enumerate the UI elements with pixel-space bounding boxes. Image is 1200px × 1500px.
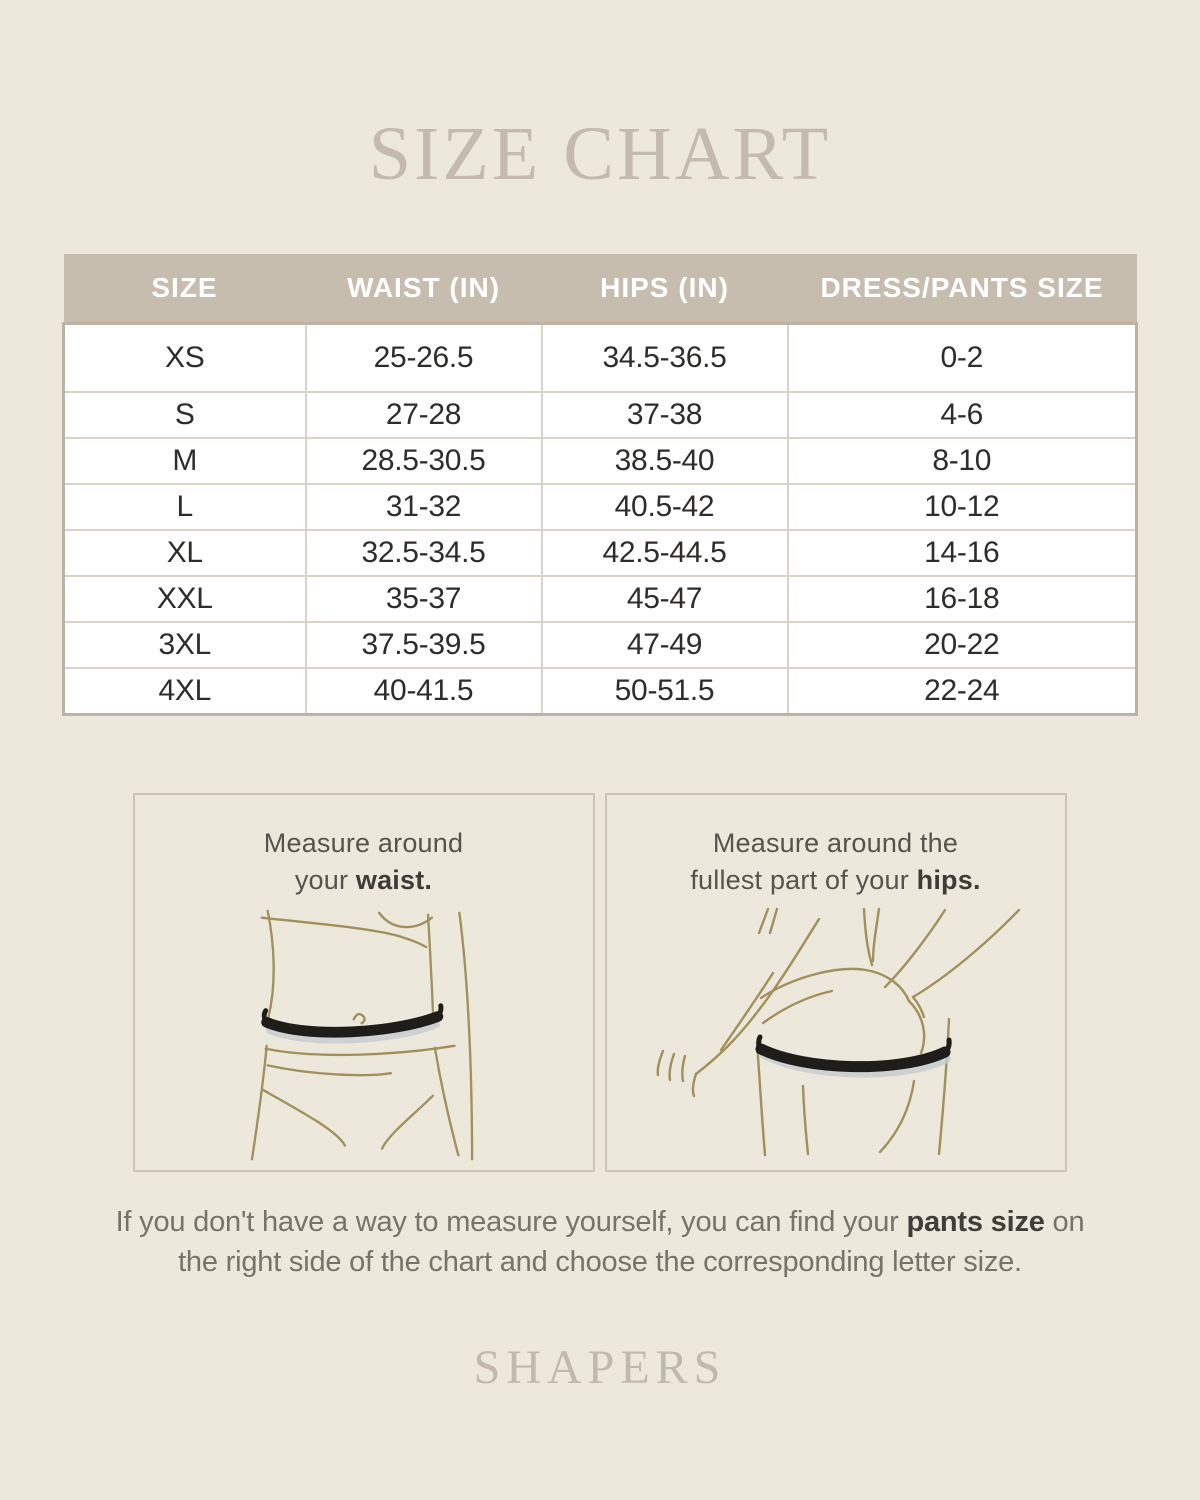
dress-cell: 20-22	[788, 622, 1137, 668]
dress-cell: 16-18	[788, 576, 1137, 622]
waist-cell: 37.5-39.5	[306, 622, 542, 668]
hips-cell: 42.5-44.5	[542, 530, 788, 576]
hips-cell: 50-51.5	[542, 668, 788, 715]
waist-cell: 31-32	[306, 484, 542, 530]
waist-cell: 35-37	[306, 576, 542, 622]
dress-cell: 22-24	[788, 668, 1137, 715]
hips-cell: 45-47	[542, 576, 788, 622]
hips-illustration	[651, 903, 1021, 1163]
dress-cell: 8-10	[788, 438, 1137, 484]
page-title: SIZE CHART	[368, 112, 832, 196]
hips-measure-panel	[605, 793, 1067, 1172]
waist-caption-line2: your	[294, 864, 356, 895]
waist-cell: 28.5-30.5	[306, 438, 542, 484]
hips-caption	[607, 825, 1065, 899]
hips-cell: 38.5-40	[542, 438, 788, 484]
footnote	[40, 1202, 1160, 1282]
size-cell: 4XL	[64, 668, 306, 715]
table-row	[64, 576, 1137, 622]
table-row	[64, 484, 1137, 530]
hips-measuring-tape	[761, 1049, 945, 1067]
waist-cell: 25-26.5	[306, 323, 542, 392]
brand-logo: SHAPERS	[473, 1340, 727, 1394]
hips-cell: 37-38	[542, 392, 788, 438]
size-cell: XXL	[64, 576, 306, 622]
table-header-row	[64, 254, 1137, 324]
waist-cell: 40-41.5	[306, 668, 542, 715]
footnote-part2: on	[1044, 1205, 1085, 1238]
waist-cell: 27-28	[306, 392, 542, 438]
footnote-line2: the right side of the chart and choose the corresponding letter size.	[178, 1245, 1022, 1278]
waist-caption-line1: Measure around	[263, 827, 464, 858]
table-row	[64, 622, 1137, 668]
dress-cell: 10-12	[788, 484, 1137, 530]
waist-measure-panel	[133, 793, 595, 1172]
waist-cell: 32.5-34.5	[306, 530, 542, 576]
table-row	[64, 392, 1137, 438]
size-cell: S	[64, 392, 306, 438]
size-cell: XL	[64, 530, 306, 576]
footnote-part1: If you don't have a way to measure yourself, you can find your	[115, 1205, 907, 1238]
table-row	[64, 323, 1137, 392]
hips-caption-line1: Measure around the	[712, 827, 959, 858]
header-size: SIZE	[64, 254, 306, 324]
hips-caption-bold: hips.	[916, 864, 981, 895]
header-dress-pants-size: DRESS/PANTS SIZE	[788, 254, 1137, 324]
dress-cell: 4-6	[788, 392, 1137, 438]
size-cell: XS	[64, 323, 306, 392]
header-hips: HIPS (IN)	[542, 254, 788, 324]
hips-cell: 47-49	[542, 622, 788, 668]
waist-caption	[135, 825, 593, 899]
header-waist: WAIST (IN)	[306, 254, 542, 324]
dress-cell: 14-16	[788, 530, 1137, 576]
hips-cell: 34.5-36.5	[542, 323, 788, 392]
table-row	[64, 530, 1137, 576]
footnote-bold: pants size	[906, 1205, 1045, 1238]
measure-panels	[133, 793, 1068, 1172]
size-cell: L	[64, 484, 306, 530]
dress-cell: 0-2	[788, 323, 1137, 392]
hips-cell: 40.5-42	[542, 484, 788, 530]
waist-caption-bold: waist.	[355, 864, 433, 895]
size-chart-table	[62, 254, 1138, 716]
table-row	[64, 668, 1137, 715]
hips-caption-line2: fullest part of your	[690, 864, 917, 895]
size-cell: 3XL	[64, 622, 306, 668]
waist-illustration	[246, 903, 481, 1172]
table-row	[64, 438, 1137, 484]
size-cell: M	[64, 438, 306, 484]
